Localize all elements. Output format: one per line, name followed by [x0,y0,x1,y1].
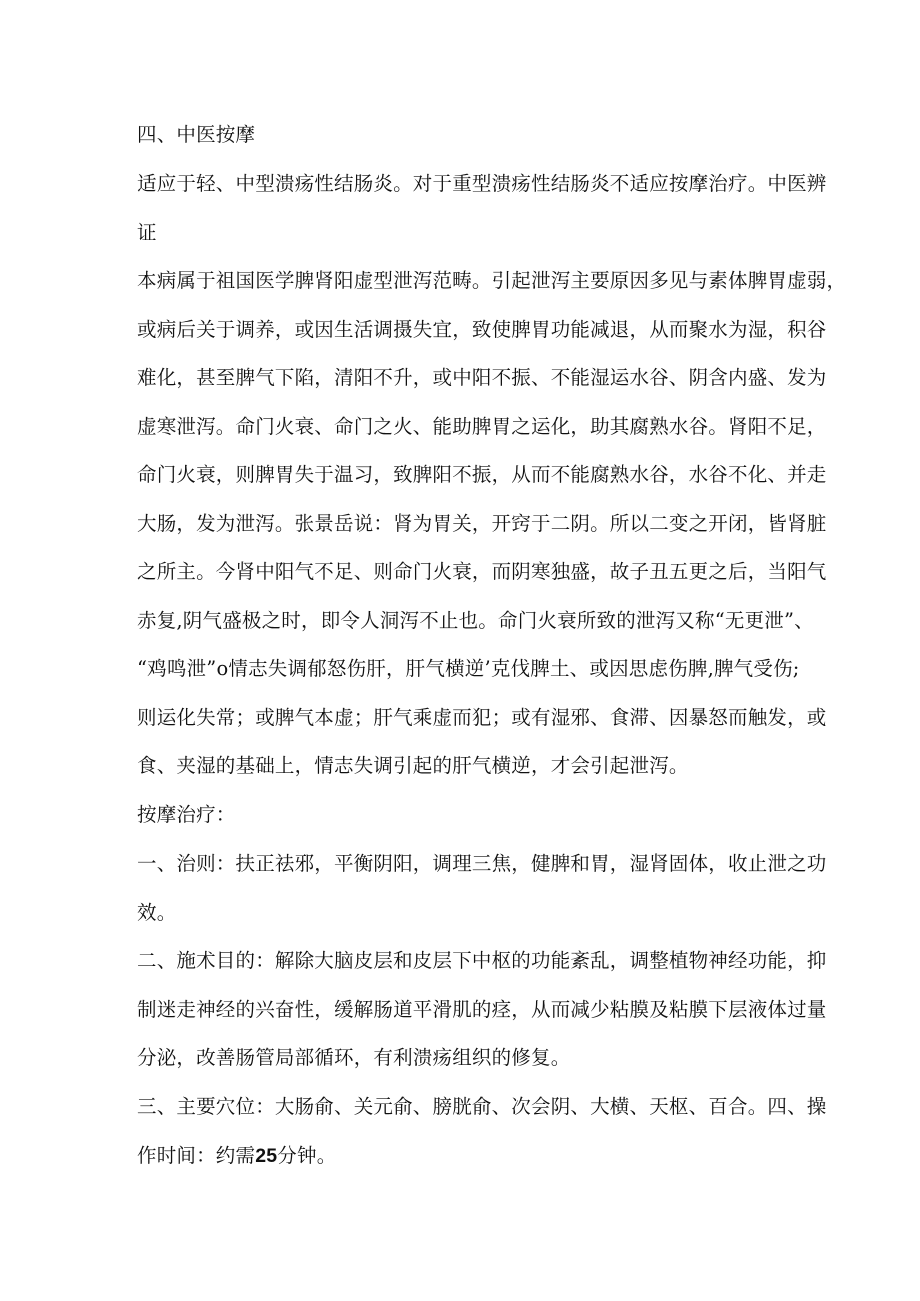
body-line: 本病属于祖国医学脾肾阳虚型泄泻范畴。引起泄泻主要原因多见与素体脾胃虚弱， [137,269,847,292]
item-1-paragraph [137,840,827,937]
body-line: 大肠，发为泄泻。张景岳说：肾为胃关，开窍于二阴。所以二变之开闭，皆肾脏 [137,511,827,535]
item-2-line: 二、施术目的：解除大脑皮层和皮层下中枢的功能紊乱，调整植物神经功能，抑 [137,949,827,972]
item-3-line-2 [137,1132,797,1181]
heading-line: 四、中医按摩 [137,123,256,146]
section-heading [137,111,797,160]
duration-number: 25 [255,1144,278,1167]
body-line: 赤复,阴气盛极之时，即令人洞泻不止也。命门火衰所致的泄泻又称“无更泄”、 [137,608,814,632]
body-line: 虚寒泄泻。命门火衰、命门之火、能助脾胃之运化，助其腐熟水谷。肾阳不足， [137,414,827,438]
body-line: 食、夹湿的基础上，情志失调引起的肝气横逆，才会引起泄泻。 [137,754,689,777]
intro-line: 适应于轻、中型溃疡性结肠炎。对于重型溃疡性结肠炎不适应按摩治疗。中医辨 [137,172,827,195]
treatment-heading-line: 按摩治疗： [137,803,236,826]
intro-paragraph [137,160,827,257]
item-2-line: 制迷走神经的兴奋性，缓解肠道平滑肌的痉，从而减少粘膜及粘膜下层液体过量 [137,997,827,1021]
item-3-line: 三、主要穴位：大肠俞、关元俞、膀胱俞、次会阴、大横、天枢、百合。四、操 [137,1095,827,1118]
duration-prefix: 作时间：约需 [137,1143,256,1167]
item-1-line: 效。 [137,900,177,924]
body-paragraph [137,257,847,791]
duration-suffix: 分钟。 [277,1143,337,1167]
body-line: “鸡鸣泄”o情志失调郁怒伤肝，肝气横逆’克伐脾土、或因思虑伤脾,脾气受伤; [137,657,800,680]
item-3-paragraph [137,1083,827,1180]
body-line: 则运化失常；或脾气本虚；肝气乘虚而犯；或有湿邪、食滞、因暴怒而触发，或 [137,705,827,729]
body-line: 或病后关于调养，或因生活调摄失宜，致使脾胃功能减退，从而聚水为湿，积谷 [137,317,827,341]
body-line: 之所主。今肾中阳气不足、则命门火衰，而阴寒独盛，故子丑五更之后，当阳气 [137,560,827,583]
item-2-paragraph [137,937,827,1083]
item-1-line: 一、治则：扶正祛邪，平衡阴阳，调理三焦，健脾和胃，湿肾固体，收止泄之功 [137,852,827,875]
item-2-line: 分泌，改善肠管局部循环，有利溃疡组织的修复。 [137,1046,571,1069]
intro-line: 证 [137,220,157,244]
body-line: 命门火衰，则脾胃失于温习，致脾阳不振，从而不能腐熟水谷，水谷不化、并走 [137,463,827,486]
treatment-heading [137,791,797,840]
body-line: 难化，甚至脾气下陷，清阳不升，或中阳不振、不能湿运水谷、阴含内盛、发为 [137,366,827,389]
